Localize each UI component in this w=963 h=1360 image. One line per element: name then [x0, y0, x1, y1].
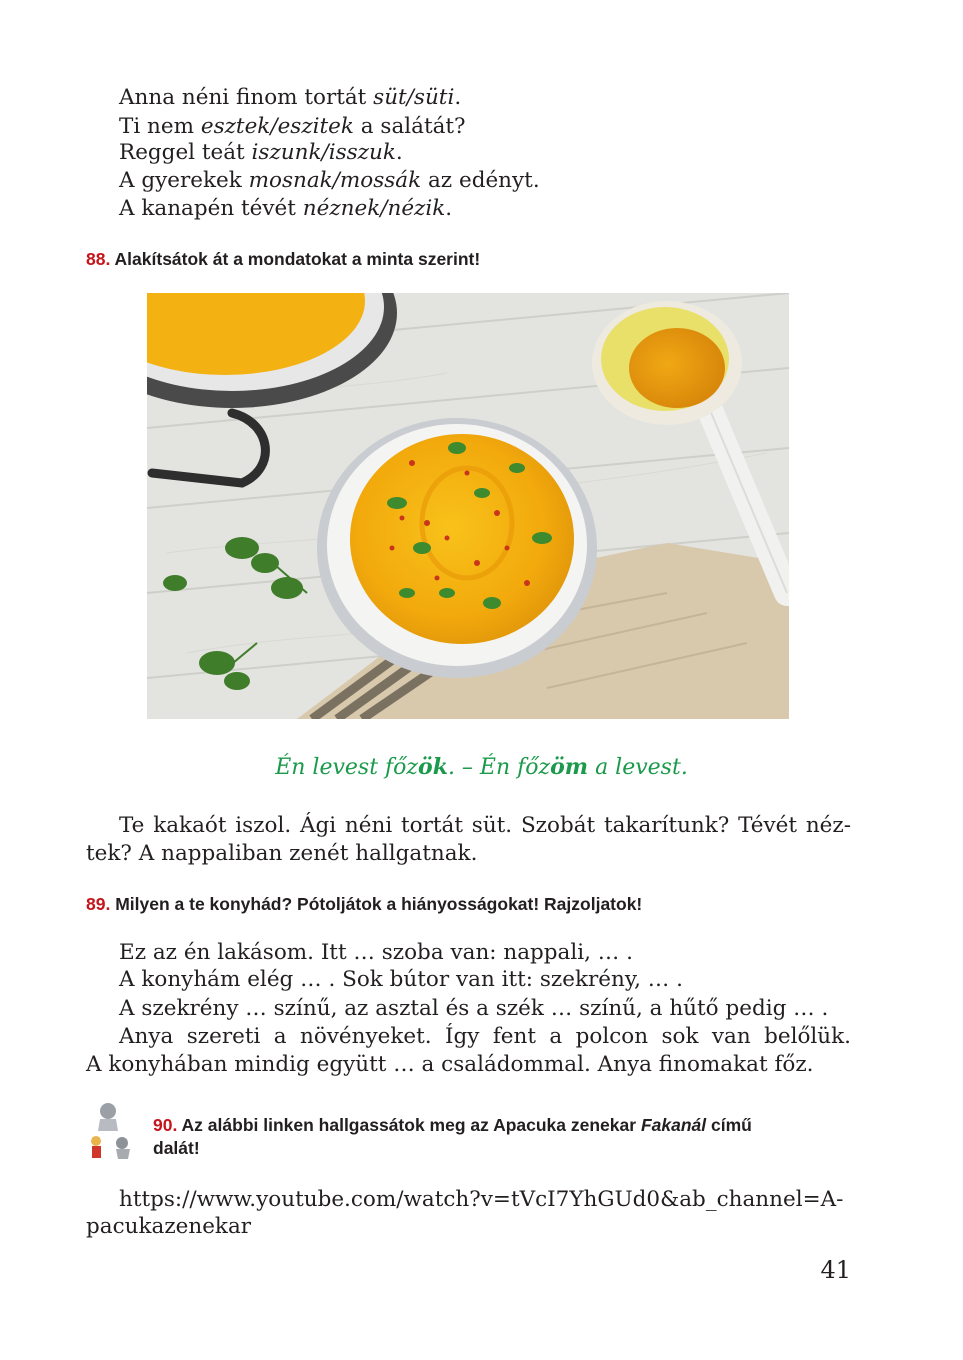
task-88-heading: [86, 248, 480, 271]
task-number: 89.: [86, 894, 111, 914]
task-90-line-2: dalát!: [153, 1138, 200, 1158]
intro-line-3: Reggel teát iszunk/isszuk.: [119, 140, 403, 165]
task-90-line-1: 90. Az alábbi linken hallgassátok meg az Apacuka zenekar Fakanál című: [153, 1115, 752, 1135]
intro-line-4: A gyerekek mosnak/mossák az edényt.: [119, 168, 540, 193]
task-89-line-3: A szekrény … színű, az asztal és a szék … színű, a hűtő pedig … .: [119, 996, 829, 1021]
task-number: 88.: [86, 249, 111, 269]
task-89-para-line-2: A konyhában mindig együtt … a családommal. Anya finomakat főz.: [86, 1052, 814, 1077]
sample-sentence: Én levest főzök. – Én főzöm a levest.: [275, 754, 688, 780]
soup-illustration: [147, 293, 789, 719]
task-90-heading: [153, 1114, 853, 1160]
song-link-line-1[interactable]: https://www.youtube.com/watch?v=tVcI7YhGUd0&ab_channel=A-: [119, 1187, 844, 1212]
intro-line-5: A kanapén tévét néznek/nézik.: [119, 196, 453, 221]
apacuka-icon: [86, 1101, 138, 1161]
task-89-line-2: A konyhám elég … . Sok bútor van itt: szekrény, … .: [119, 967, 683, 992]
page-number: 41: [820, 1256, 851, 1284]
task-89-para-line-1: Anya szereti a növényeket. Így fent a polcon sok van belőlük.: [119, 1024, 851, 1049]
soup-photo: [147, 293, 789, 719]
task-89-heading: [86, 893, 642, 916]
song-link-line-2[interactable]: pacukazenekar: [86, 1214, 252, 1239]
intro-line-1: Anna néni finom tortát süt/süti.: [119, 85, 462, 110]
intro-line-2: Ti nem esztek/eszitek a salátát?: [119, 114, 466, 139]
task-88-text-line-2: tek? A nappaliban zenét hallgatnak.: [86, 841, 478, 866]
task-instruction: Milyen a te konyhád? Pótoljátok a hiányosságokat! Rajzoljatok!: [115, 894, 643, 914]
task-88-text-line-1: Te kakaót iszol. Ági néni tortát süt. Szobát takarítunk? Tévét néz-: [119, 813, 851, 838]
task-number: 90.: [153, 1115, 178, 1135]
task-instruction: Alakítsátok át a mondatokat a minta szerint!: [114, 249, 481, 269]
task-89-line-1: Ez az én lakásom. Itt … szoba van: nappali, … .: [119, 940, 633, 965]
